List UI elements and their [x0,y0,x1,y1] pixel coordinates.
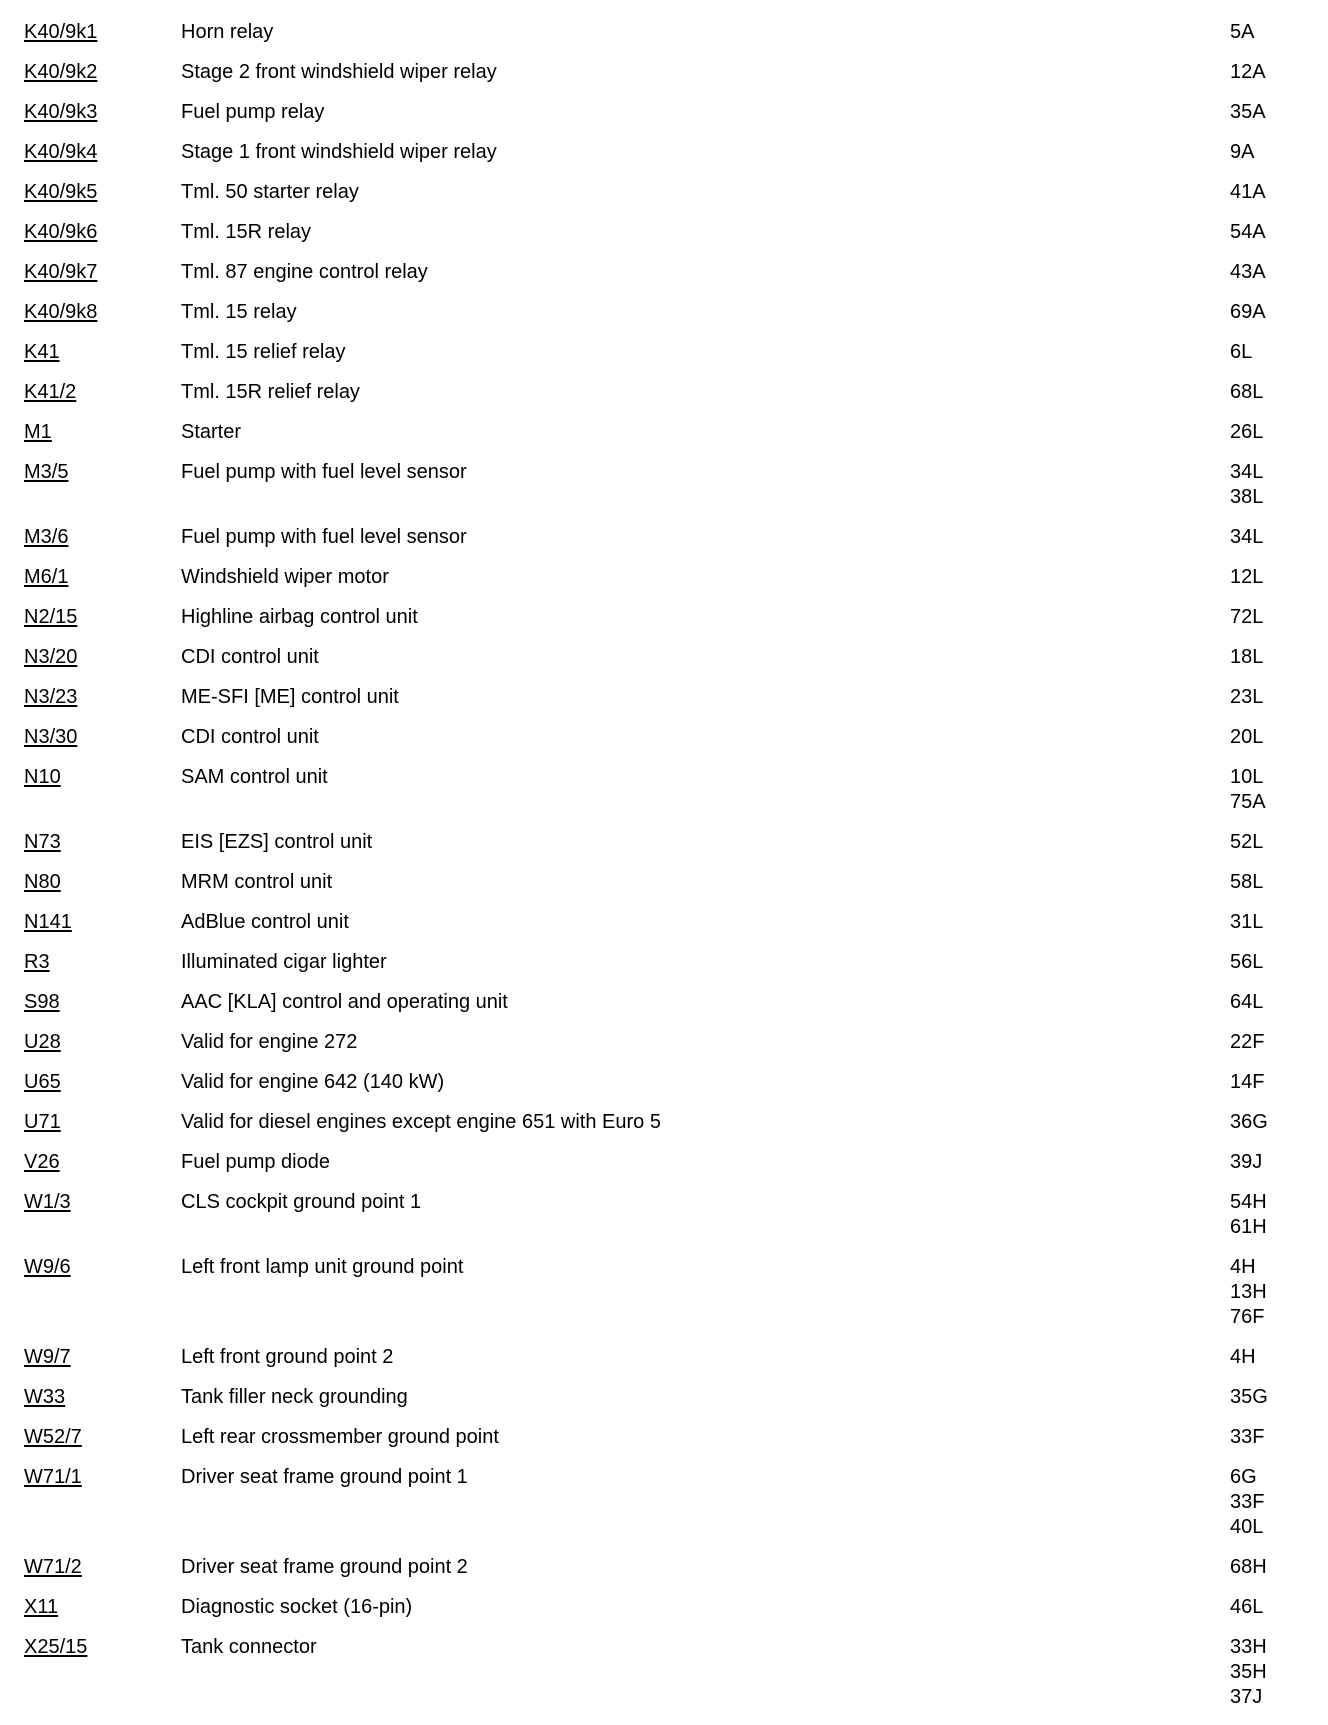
component-description: SAM control unit [181,766,328,788]
component-description: Tml. 15R relay [181,221,312,243]
component-locations [1230,870,1328,895]
table-row [0,605,1328,630]
component-description: Horn relay [181,21,274,43]
table-row [0,1110,1328,1135]
component-locations [1230,100,1328,125]
table-row [0,1345,1328,1370]
component-code-link[interactable]: U65 [24,1071,61,1093]
component-code-link[interactable]: X25/15 [24,1636,88,1658]
location-ref: 64L [1230,991,1264,1013]
location-ref: 34L [1230,461,1264,483]
component-locations [1230,1595,1328,1620]
component-code-cell [0,460,160,485]
component-code-link[interactable]: K41 [24,341,60,363]
location-ref: 69A [1230,301,1266,323]
table-row [0,1190,1328,1240]
component-description: Tml. 15 relief relay [181,341,346,363]
component-code-cell [0,1635,160,1660]
component-description: Valid for engine 272 [181,1031,358,1053]
component-code-cell [0,990,160,1015]
component-locations [1230,990,1328,1015]
location-ref: 61H [1230,1216,1267,1238]
table-row [0,765,1328,815]
component-locations [1230,1425,1328,1450]
location-ref: 22F [1230,1031,1265,1053]
component-locations [1230,685,1328,710]
component-description: Tml. 87 engine control relay [181,261,428,283]
component-code-cell [0,1030,160,1055]
component-locations [1230,1150,1328,1175]
location-ref: 54A [1230,221,1266,243]
table-row [0,460,1328,510]
component-description: CDI control unit [181,646,319,668]
component-code-cell [0,525,160,550]
location-ref: 26L [1230,421,1264,443]
component-description: Valid for engine 642 (140 kW) [181,1071,445,1093]
component-description: Fuel pump with fuel level sensor [181,526,467,548]
table-row [0,300,1328,325]
component-code-link[interactable]: K40/9k3 [24,101,98,123]
component-code-link[interactable]: K40/9k2 [24,61,98,83]
component-description: AAC [KLA] control and operating unit [181,991,508,1013]
component-description: Left front lamp unit ground point [181,1256,464,1278]
component-code-link[interactable]: U28 [24,1031,61,1053]
component-description: Tml. 50 starter relay [181,181,359,203]
location-ref: 68L [1230,381,1264,403]
location-ref: 35A [1230,101,1266,123]
component-locations [1230,950,1328,975]
component-locations [1230,1635,1328,1710]
component-code-cell [0,180,160,205]
component-locations [1230,525,1328,550]
component-description: Highline airbag control unit [181,606,418,628]
component-locations [1230,20,1328,45]
component-code-cell [0,340,160,365]
component-code-cell [0,685,160,710]
component-code-link[interactable]: M1 [24,421,52,443]
table-row [0,685,1328,710]
table-row [0,20,1328,45]
component-description: Diagnostic socket (16-pin) [181,1596,413,1618]
location-ref: 40L [1230,1516,1264,1538]
component-description: Tml. 15R relief relay [181,381,360,403]
component-code-cell [0,260,160,285]
component-description: Tank filler neck grounding [181,1386,408,1408]
location-ref: 23L [1230,686,1264,708]
component-description: Fuel pump diode [181,1151,330,1173]
component-code-link[interactable]: K40/9k7 [24,261,98,283]
location-ref: 39J [1230,1151,1263,1173]
component-code-cell [0,725,160,750]
component-description: Fuel pump with fuel level sensor [181,461,467,483]
component-description: ME-SFI [ME] control unit [181,686,399,708]
component-locations [1230,1465,1328,1540]
component-code-link[interactable]: S98 [24,991,60,1013]
location-ref: 4H [1230,1256,1256,1278]
location-ref: 14F [1230,1071,1265,1093]
location-ref: 5A [1230,21,1255,43]
component-code-cell [0,950,160,975]
component-locations [1230,180,1328,205]
component-locations [1230,605,1328,630]
table-row [0,565,1328,590]
component-code-cell [0,60,160,85]
location-ref: 6L [1230,341,1253,363]
location-ref: 12L [1230,566,1264,588]
component-code-cell [0,830,160,855]
component-code-link[interactable]: W71/2 [24,1556,82,1578]
table-row [0,645,1328,670]
location-ref: 13H [1230,1281,1267,1303]
component-locations [1230,380,1328,405]
component-code-cell [0,20,160,45]
location-ref: 34L [1230,526,1264,548]
component-code-link[interactable]: N3/23 [24,686,78,708]
component-code-link[interactable]: K41/2 [24,381,77,403]
component-code-link[interactable]: N3/30 [24,726,78,748]
component-code-link[interactable]: M6/1 [24,566,69,588]
table-row [0,380,1328,405]
component-code-cell [0,1465,160,1490]
location-ref: 10L [1230,766,1264,788]
location-ref: 4H [1230,1346,1256,1368]
component-code-link[interactable]: R3 [24,951,50,973]
table-row [0,830,1328,855]
location-ref: 9A [1230,141,1255,163]
component-description: Windshield wiper motor [181,566,389,588]
location-ref: 58L [1230,871,1264,893]
table-row [0,340,1328,365]
table-row [0,870,1328,895]
component-description: EIS [EZS] control unit [181,831,373,853]
location-ref: 33F [1230,1426,1265,1448]
component-code-cell [0,420,160,445]
component-description: MRM control unit [181,871,333,893]
table-row [0,1385,1328,1410]
component-code-link[interactable]: W9/6 [24,1256,71,1278]
component-locations [1230,565,1328,590]
location-ref: 43A [1230,261,1266,283]
location-ref: 20L [1230,726,1264,748]
table-row [0,910,1328,935]
location-ref: 31L [1230,911,1264,933]
table-row [0,725,1328,750]
component-code-cell [0,1190,160,1215]
component-description: Illuminated cigar lighter [181,951,387,973]
component-locations [1230,220,1328,245]
table-row [0,1030,1328,1055]
component-code-cell [0,1595,160,1620]
location-ref: 75A [1230,791,1266,813]
component-locations [1230,1385,1328,1410]
table-row [0,100,1328,125]
component-description: AdBlue control unit [181,911,349,933]
component-code-link[interactable]: M3/5 [24,461,69,483]
location-ref: 56L [1230,951,1264,973]
component-legend-table [0,20,1328,1725]
component-description: Left front ground point 2 [181,1346,394,1368]
location-ref: 35G [1230,1386,1268,1408]
component-description: Driver seat frame ground point 2 [181,1556,468,1578]
component-code-link[interactable]: M3/6 [24,526,69,548]
component-description: Left rear crossmember ground point [181,1426,499,1448]
component-code-cell [0,1345,160,1370]
component-code-link[interactable]: K40/9k6 [24,221,98,243]
component-locations [1230,300,1328,325]
location-ref: 76F [1230,1306,1265,1328]
component-code-cell [0,1555,160,1580]
table-row [0,1070,1328,1095]
location-ref: 46L [1230,1596,1264,1618]
component-code-cell [0,910,160,935]
component-code-cell [0,1150,160,1175]
component-locations [1230,1110,1328,1135]
table-row [0,60,1328,85]
location-ref: 12A [1230,61,1266,83]
component-code-link[interactable]: K40/9k4 [24,141,98,163]
table-row [0,1425,1328,1450]
table-row [0,1595,1328,1620]
location-ref: 35H [1230,1661,1267,1683]
component-code-cell [0,100,160,125]
component-locations [1230,420,1328,445]
table-row [0,1635,1328,1710]
component-code-cell [0,605,160,630]
location-ref: 41A [1230,181,1266,203]
component-locations [1230,910,1328,935]
component-code-link[interactable]: N141 [24,911,72,933]
component-code-cell [0,1110,160,1135]
component-code-cell [0,1070,160,1095]
component-code-link[interactable]: N2/15 [24,606,78,628]
component-code-cell [0,765,160,790]
component-locations [1230,1070,1328,1095]
component-description: Tml. 15 relay [181,301,297,323]
component-code-cell [0,1385,160,1410]
location-ref: 18L [1230,646,1264,668]
component-description: CLS cockpit ground point 1 [181,1191,422,1213]
component-description: Fuel pump relay [181,101,325,123]
component-code-cell [0,140,160,165]
table-row [0,1465,1328,1540]
location-ref: 54H [1230,1191,1267,1213]
component-code-link[interactable]: N80 [24,871,61,893]
component-description: Valid for diesel engines except engine 651 with Euro 5 [181,1111,661,1133]
component-code-cell [0,870,160,895]
component-code-link[interactable]: K40/9k8 [24,301,98,323]
location-ref: 38L [1230,486,1264,508]
location-ref: 72L [1230,606,1264,628]
location-ref: 37J [1230,1686,1263,1708]
table-row [0,420,1328,445]
table-row [0,1150,1328,1175]
component-locations [1230,645,1328,670]
component-locations [1230,140,1328,165]
table-row [0,525,1328,550]
component-description: Stage 1 front windshield wiper relay [181,141,497,163]
component-code-cell [0,300,160,325]
component-code-link[interactable]: W9/7 [24,1346,71,1368]
component-description: Stage 2 front windshield wiper relay [181,61,497,83]
table-row [0,1555,1328,1580]
location-ref: 33H [1230,1636,1267,1658]
component-code-cell [0,645,160,670]
component-description: Starter [181,421,242,443]
component-code-cell [0,565,160,590]
component-locations [1230,1255,1328,1330]
component-code-link[interactable]: K40/9k1 [24,21,98,43]
component-code-link[interactable]: N73 [24,831,61,853]
component-code-cell [0,380,160,405]
location-ref: 6G [1230,1466,1257,1488]
location-ref: 33F [1230,1491,1265,1513]
location-ref: 52L [1230,831,1264,853]
component-code-link[interactable]: W33 [24,1386,66,1408]
table-row [0,260,1328,285]
table-row [0,140,1328,165]
component-code-cell [0,1425,160,1450]
component-locations [1230,830,1328,855]
component-locations [1230,765,1328,815]
component-description: Driver seat frame ground point 1 [181,1466,468,1488]
component-locations [1230,260,1328,285]
component-code-link[interactable]: W52/7 [24,1426,82,1448]
component-code-link[interactable]: U71 [24,1111,61,1133]
table-row [0,990,1328,1015]
component-description: Tank connector [181,1636,317,1658]
component-locations [1230,60,1328,85]
location-ref: 68H [1230,1556,1267,1578]
component-code-cell [0,220,160,245]
component-code-cell [0,1255,160,1280]
component-locations [1230,1190,1328,1240]
table-row [0,220,1328,245]
component-locations [1230,340,1328,365]
component-description: CDI control unit [181,726,319,748]
component-code-link[interactable]: W1/3 [24,1191,71,1213]
component-locations [1230,1030,1328,1055]
location-ref: 36G [1230,1111,1268,1133]
table-row [0,950,1328,975]
component-locations [1230,1345,1328,1370]
component-code-link[interactable]: X11 [24,1596,59,1618]
component-code-link[interactable]: V26 [24,1151,60,1173]
component-code-link[interactable]: W71/1 [24,1466,82,1488]
component-locations [1230,725,1328,750]
component-locations [1230,460,1328,510]
table-row [0,1255,1328,1330]
component-code-link[interactable]: K40/9k5 [24,181,98,203]
component-code-link[interactable]: N3/20 [24,646,78,668]
table-row [0,180,1328,205]
component-locations [1230,1555,1328,1580]
component-code-link[interactable]: N10 [24,766,61,788]
